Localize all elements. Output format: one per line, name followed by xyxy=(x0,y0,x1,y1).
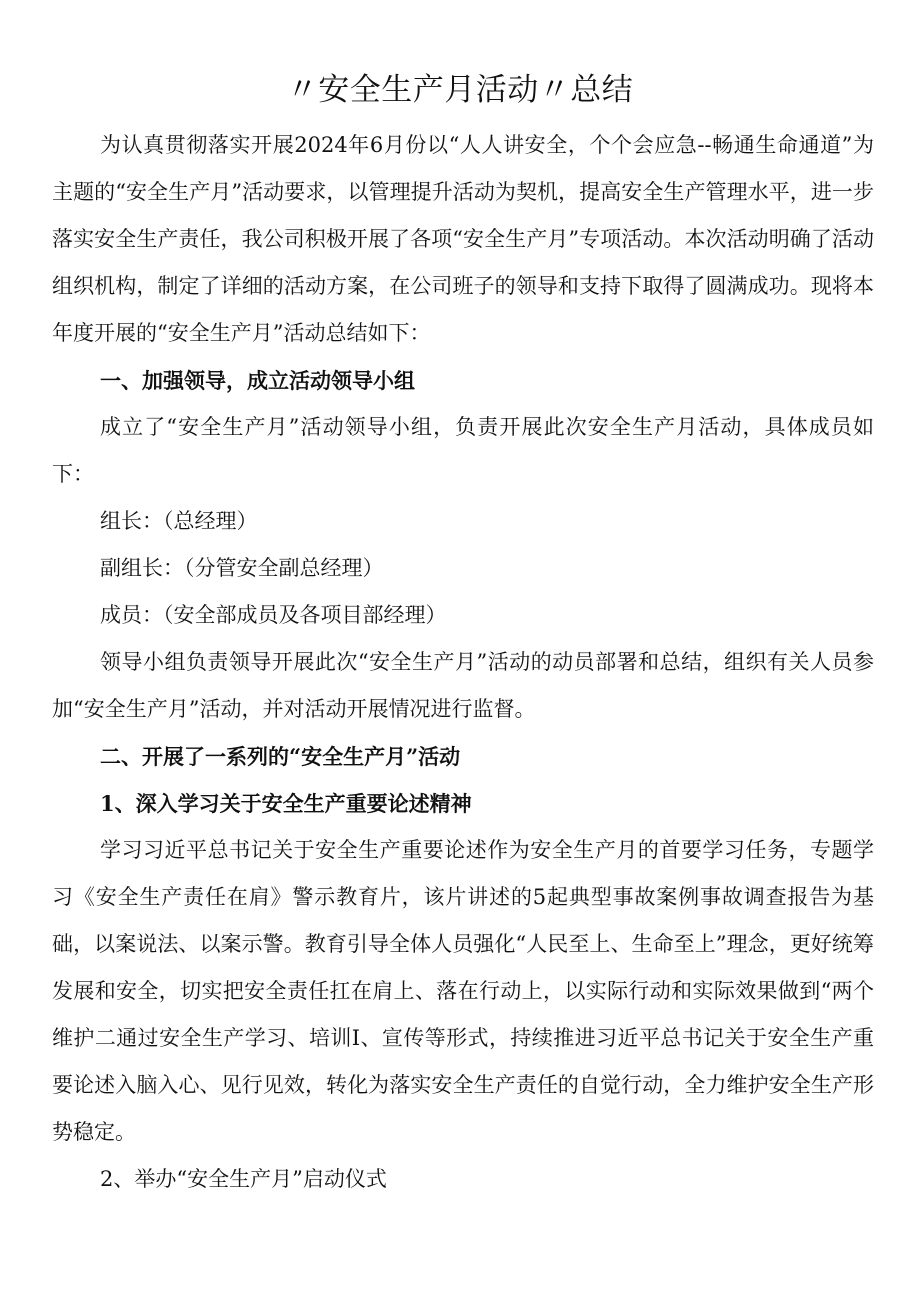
item-1-paragraph: 学习习近平总书记关于安全生产重要论述作为安全生产月的首要学习任务，专题学习《安全生产责任在肩》警示教育片，该片讲述的5起典型事故案例事故调查报告为基础，以案说法、以案示警。教育引导全体人员强化“人民至上、生命至上”理念，更好统筹发展和安全，切实把安全责任扛在肩上、落在行动上，以实际行动和实际效果做到“两个维护二通过安全生产学习、培训I、宣传等形式，持续推进习近平总书记关于安全生产重要论述入脑入心、见行见效，转化为落实安全生产责任的自觉行动，全力维护安全生产形势稳定。 xyxy=(52,838,874,1144)
item-1-heading: 1、深入学习关于安全生产重要论述精神 xyxy=(100,791,472,816)
leadership-duty-paragraph: 领导小组负责领导开展此次“安全生产月”活动的动员部署和总结，组织有关人员参加“安全生产月”活动，并对活动开展情况进行监督。 xyxy=(52,650,874,721)
document-body xyxy=(52,122,874,1203)
deputy-leader-line: 副组长：（分管安全副总经理） xyxy=(100,556,384,580)
section-1-heading: 一、加强领导，成立活动领导小组 xyxy=(100,368,415,393)
item-2-heading: 2、举办“安全生产月”启动仪式 xyxy=(100,1167,387,1191)
section-2-heading: 二、开展了一系列的“安全生产月”活动 xyxy=(100,744,461,769)
members-line: 成员：（安全部成员及各项目部经理） xyxy=(100,603,447,627)
intro-paragraph: 为认真贯彻落实开展2024年6月份以“人人讲安全，个个会应急--畅通生命通道”为主题的“安全生产月”活动要求，以管理提升活动为契机，提高安全生产管理水平，进一步落实安全生产责任，我公司积极开展了各项“安全生产月”专项活动。本次活动明确了活动组织机构，制定了详细的活动方案，在公司班子的领导和支持下取得了圆满成功。现将本年度开展的“安全生产月”活动总结如下： xyxy=(52,133,874,345)
section-1-paragraph: 成立了“安全生产月”活动领导小组，负责开展此次安全生产月活动，具体成员如下： xyxy=(52,415,874,486)
document-title: 〃安全生产月活动〃总结 xyxy=(286,72,634,108)
leader-line: 组长：（总经理） xyxy=(100,509,258,533)
